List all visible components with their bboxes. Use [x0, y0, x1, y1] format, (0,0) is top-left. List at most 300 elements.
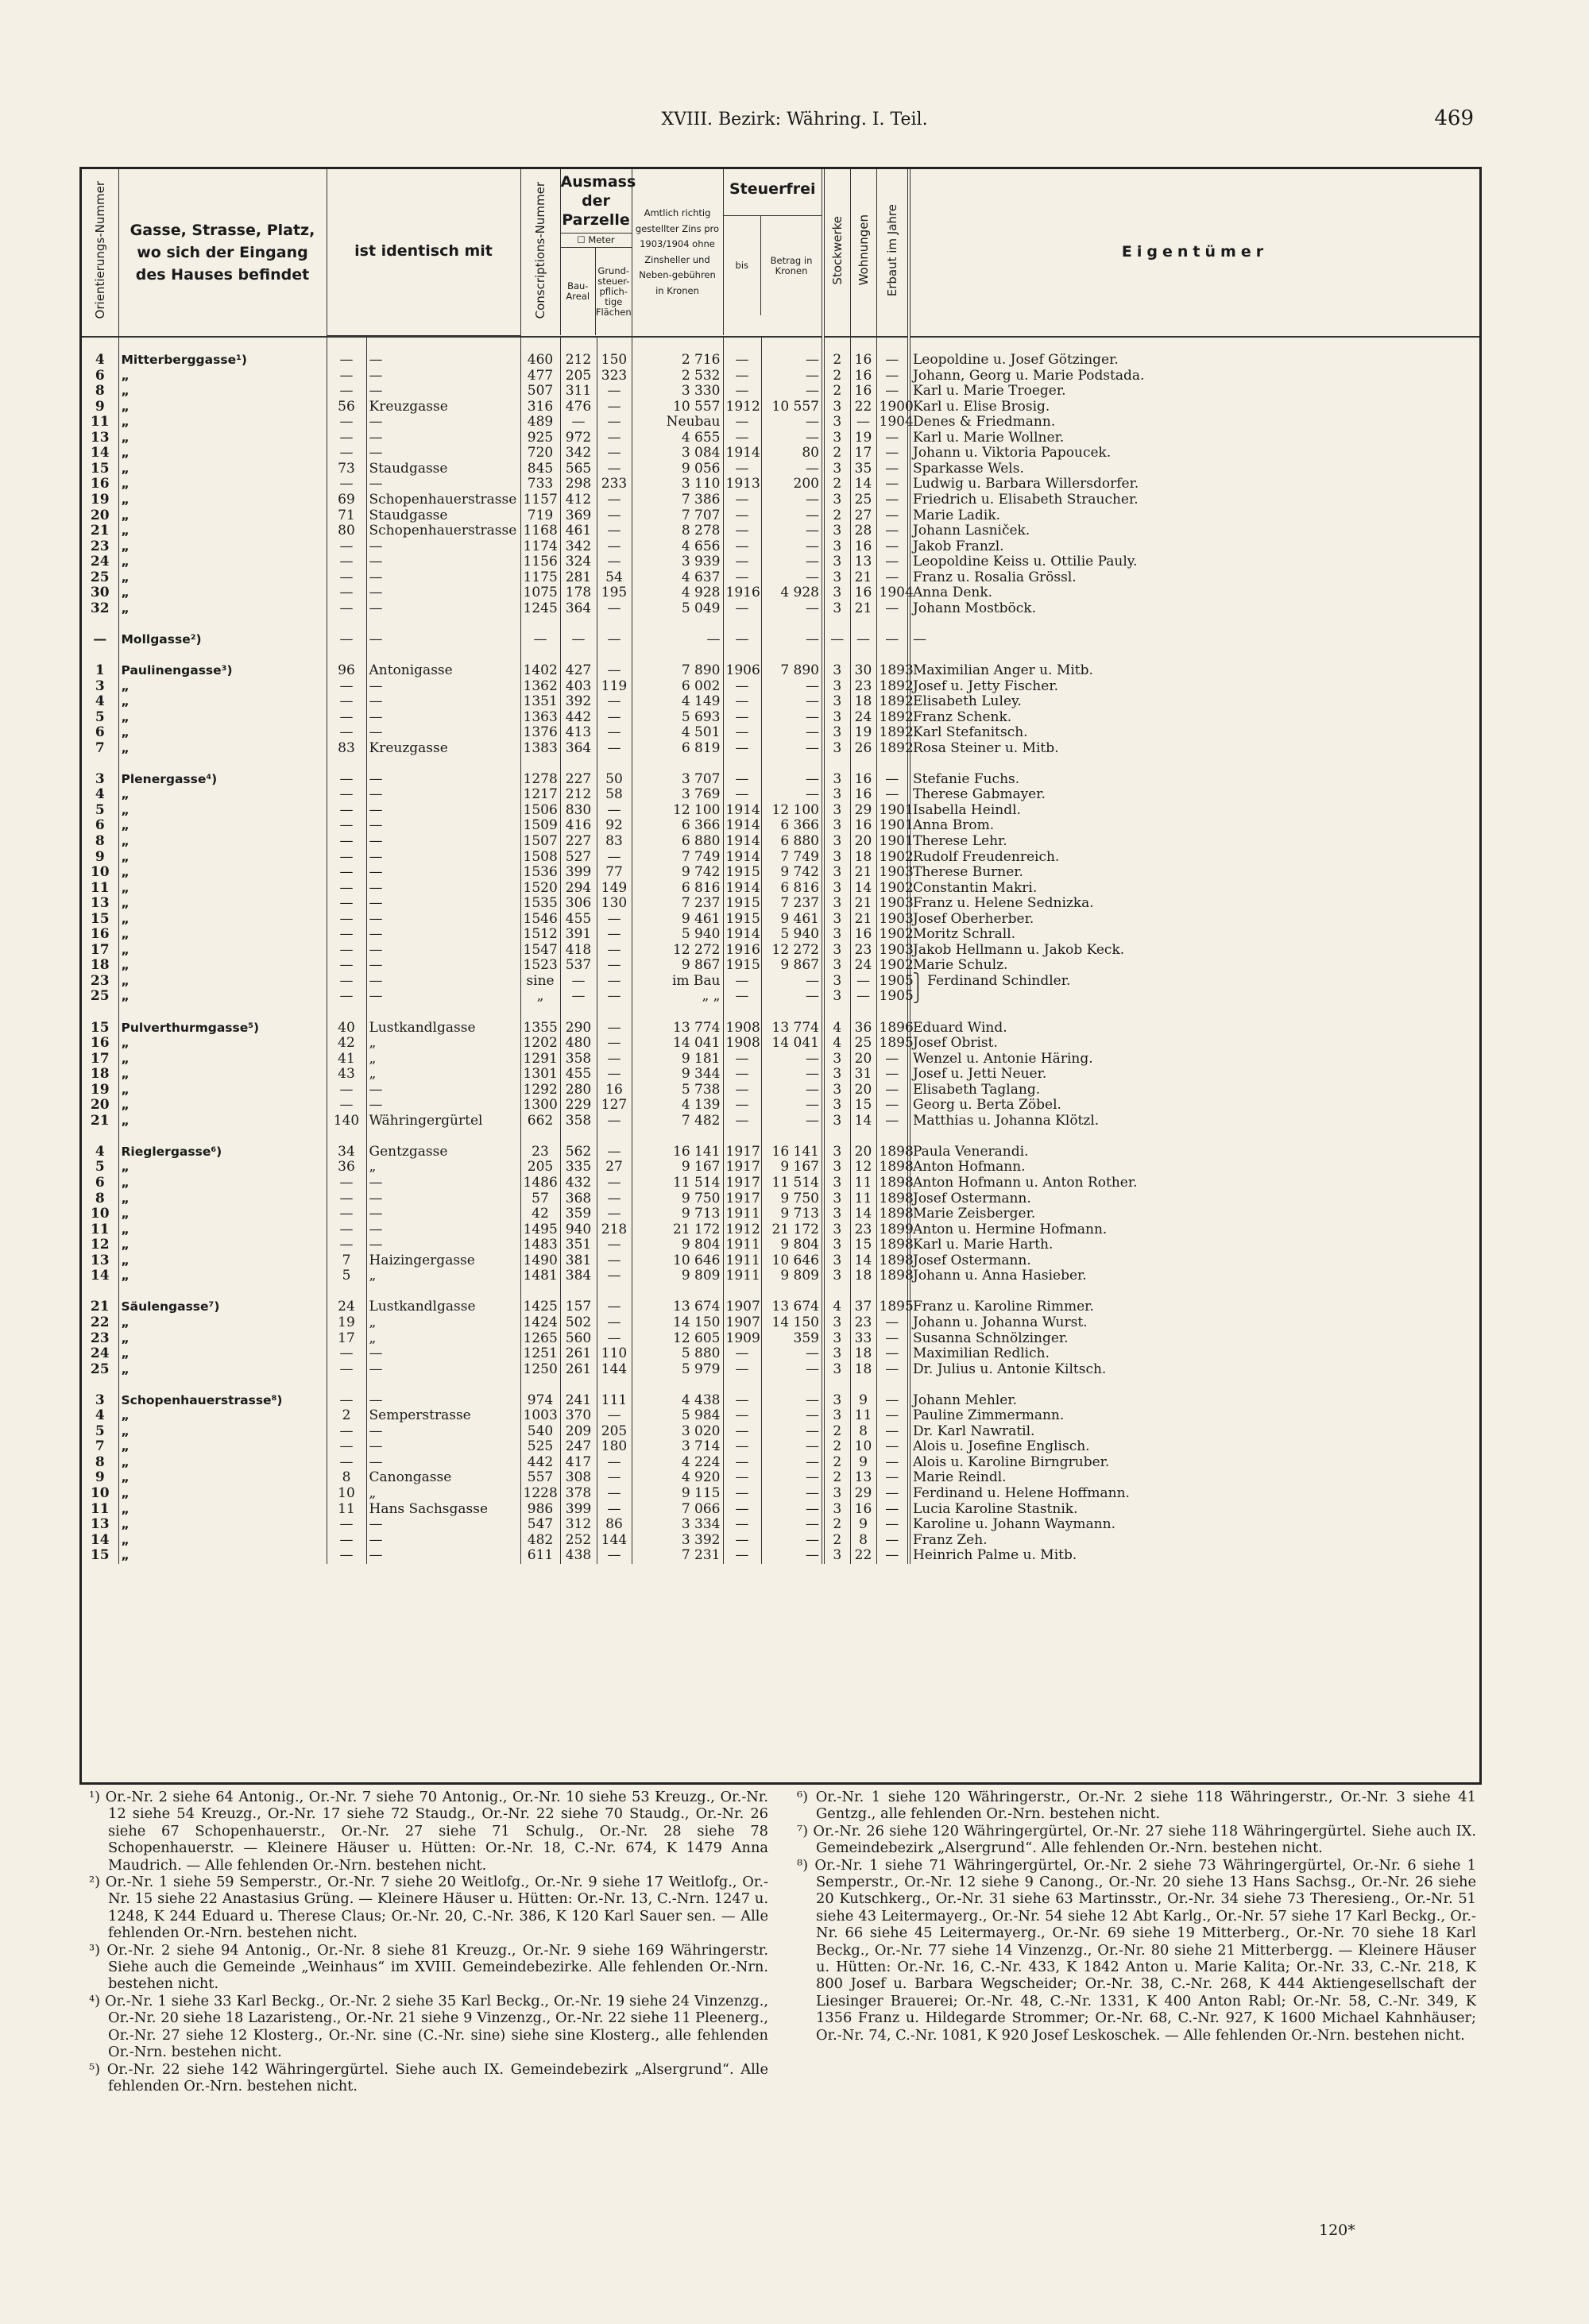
street-name: „: [118, 881, 327, 897]
owner-name: Friedrich u. Elisabeth Straucher.: [909, 492, 1479, 508]
orient-number: 21: [90, 1299, 110, 1315]
stockwerke: [823, 1284, 850, 1300]
table-row: [82, 958, 1479, 974]
bau-areal: 209: [560, 1424, 597, 1440]
stockwerke: 3: [823, 818, 850, 834]
ident-street: „: [366, 1486, 520, 1502]
table-row: [82, 1315, 1479, 1331]
grund-flaeche: [597, 1129, 632, 1145]
steuerfrei-bis: —: [723, 1052, 761, 1067]
steuerfrei-bis: —: [723, 1362, 761, 1378]
orient-number: 24: [90, 1345, 110, 1362]
steuerfrei-betrag: —: [761, 1470, 823, 1486]
steuerfrei-bis: [723, 647, 761, 663]
stockwerke: 3: [823, 492, 850, 508]
zins-value: 9 056: [632, 461, 723, 477]
erbaut-jahr: —: [876, 787, 909, 803]
ident-street: „: [366, 1331, 520, 1347]
wohnungen: 10: [850, 1439, 876, 1455]
grund-flaeche: —: [597, 927, 632, 943]
ident-street: —: [366, 850, 520, 866]
stockwerke: 2: [823, 1439, 850, 1455]
conscription-number: 1217: [520, 787, 560, 803]
col-consc-header: Conscriptions-Nummer: [520, 169, 560, 337]
orient-number: 3: [95, 678, 105, 694]
wohnungen: [850, 647, 876, 663]
erbaut-jahr: —: [876, 430, 909, 446]
wohnungen: 13: [850, 554, 876, 570]
zins-value: 10 557: [632, 400, 723, 415]
street-name: „: [118, 912, 327, 928]
ident-street: Staudgasse: [366, 508, 520, 524]
street-name: „: [118, 927, 327, 943]
steuerfrei-betrag: 12 100: [761, 803, 823, 819]
steuerfrei-bis: —: [723, 353, 761, 369]
stockwerke: [823, 1005, 850, 1021]
steuerfrei-bis: —: [723, 1083, 761, 1098]
bau-areal: 392: [560, 694, 597, 710]
conscription-number: „: [520, 989, 560, 1005]
ident-nr: —: [327, 943, 366, 959]
steuerfrei-betrag: —: [761, 1455, 823, 1471]
owner-name: Franz u. Karoline Rimmer.: [909, 1299, 1479, 1315]
zins-value: 5 979: [632, 1362, 723, 1378]
col-street-header: Gasse, Strasse, Platz, wo sich der Eingang des Hauses befindet: [118, 169, 327, 337]
bau-areal: 335: [560, 1160, 597, 1176]
conscription-number: 547: [520, 1517, 560, 1533]
orient-number: 15: [90, 1019, 110, 1036]
footnote: ⁸) Or.-Nr. 1 siehe 71 Währingergürtel, Or.-Nr. 2 siehe 73 Währingergürtel, Or.-Nr. 6 siehe 1 Semperstr., Or.-Nr. 12 siehe 9 Canong., Or.-Nr. 20 siehe 13 Hans Sachsg., Or.-Nr. 26 siehe 20 Kutschkerg., Or.-Nr. 31 siehe 63 Martinsstr., Or.-Nr. 34 siehe 73 Theresieng., Or.-Nr. 51 siehe 43 Leitermayerg., Or.-Nr. 54 siehe 12 Abt Karlg., Or.-Nr. 57 siehe 17 Karl Beckg., Or.-Nr. 66 siehe 45 Leitermayerg., Or.-Nr. 69 siehe 19 Mitterberg., Or.-Nr. 70 siehe 18 Karl Beckg., Or.-Nr. 77 siehe 14 Vinzenzg., Or.-Nr. 80 siehe 21 Mitterbergg. — Kleinere Häuser u. Hütten: Or.-Nr. 16, C.-Nr. 433, K 1842 Anton u. Marie Kalita; Or.-Nr. 33, C.-Nr. 218, K 800 Josef u. Barbara Wegscheider; Or.-Nr. 38, C.-Nr. 268, K 444 Aktiengesellschaft der Liesinger Brauerei; Or.-Nr. 48, C.-Nr. 1331, K 400 Anton Rabl; Or.-Nr. 58, C.-Nr. 349, K 1356 Franz u. Hildegarde Strommer; Or.-Nr. 68, C.-Nr. 927, K 1600 Michael Kahnhäuser; Or.-Nr. 74, C.-Nr. 1081, K 920 Josef Leskoschek. — Alle fehlenden Or.-Nrn. bestehen nicht.: [797, 1856, 1476, 2044]
ident-nr: [327, 1129, 366, 1145]
stockwerke: 2: [823, 1533, 850, 1549]
orient-number: 16: [90, 926, 110, 943]
stockwerke: 3: [823, 415, 850, 430]
steuerfrei-bis: —: [723, 1439, 761, 1455]
street-name: „: [118, 803, 327, 819]
orient-number: [82, 1284, 118, 1300]
zins-value: 13 674: [632, 1299, 723, 1315]
erbaut-jahr: 1903: [876, 865, 909, 881]
steuerfrei-betrag: —: [761, 1362, 823, 1378]
conscription-number: 1250: [520, 1362, 560, 1378]
steuerfrei-bis: 1914: [723, 818, 761, 834]
bau-areal: 370: [560, 1408, 597, 1424]
bau-areal: 157: [560, 1299, 597, 1315]
ident-nr: —: [327, 679, 366, 695]
orient-number: 8: [95, 833, 105, 849]
bau-areal: 399: [560, 1502, 597, 1518]
orient-number: 4: [95, 352, 105, 369]
table-row: [82, 1424, 1479, 1440]
wohnungen: —: [850, 415, 876, 430]
owner-name: Leopoldine u. Josef Götzinger.: [909, 353, 1479, 369]
grund-flaeche: —: [597, 725, 632, 741]
ident-street: —: [366, 570, 520, 586]
zins-value: 5 984: [632, 1408, 723, 1424]
meter-label: ☐ Meter: [561, 233, 632, 248]
orient-number: 21: [90, 1112, 110, 1129]
wohnungen: 16: [850, 1502, 876, 1518]
zins-value: 9 867: [632, 958, 723, 974]
grund-flaeche: 50: [597, 772, 632, 788]
ident-nr: 5: [327, 1268, 366, 1284]
table-row: [82, 1206, 1479, 1222]
table-row: [82, 1517, 1479, 1533]
conscription-number: 733: [520, 477, 560, 492]
street-name: „: [118, 492, 327, 508]
street-name: „: [118, 1206, 327, 1222]
ident-nr: —: [327, 1424, 366, 1440]
street-name: „: [118, 446, 327, 461]
ident-street: Antonigasse: [366, 663, 520, 679]
owner-name: Rosa Steiner u. Mitb.: [909, 741, 1479, 757]
table-row: [82, 1176, 1479, 1191]
zins-value: 6 880: [632, 834, 723, 850]
owner-name: ⎭: [909, 989, 1479, 1005]
bau-areal: 212: [560, 353, 597, 369]
wohnungen: 16: [850, 772, 876, 788]
owner-name: Maximilian Anger u. Mitb.: [909, 663, 1479, 679]
steuerfrei-betrag: 5 940: [761, 927, 823, 943]
stockwerke: 3: [823, 741, 850, 757]
zins-value: 9 742: [632, 865, 723, 881]
grund-flaeche: —: [597, 1114, 632, 1129]
steuerfrei-bis: 1914: [723, 446, 761, 461]
ident-street: —: [366, 896, 520, 912]
erbaut-jahr: —: [876, 353, 909, 369]
erbaut-jahr: [876, 616, 909, 632]
grund-flaeche: —: [597, 741, 632, 757]
table-row: [82, 679, 1479, 695]
ident-street: [366, 337, 520, 353]
orient-number: 8: [95, 1453, 105, 1470]
wohnungen: 35: [850, 461, 876, 477]
street-name: „: [118, 694, 327, 710]
bau-areal: 290: [560, 1021, 597, 1037]
street-name: „: [118, 1114, 327, 1129]
steuerfrei-betrag: —: [761, 492, 823, 508]
bau-areal: 830: [560, 803, 597, 819]
street-name: „: [118, 1052, 327, 1067]
zins-value: 3 020: [632, 1424, 723, 1440]
grund-flaeche: —: [597, 694, 632, 710]
owner-name: Johann Mehler.: [909, 1393, 1479, 1409]
conscription-number: 1245: [520, 601, 560, 617]
erbaut-jahr: 1895: [876, 1036, 909, 1052]
owner-name: Moritz Schrall.: [909, 927, 1479, 943]
wohnungen: 18: [850, 1362, 876, 1378]
steuerfrei-betrag: [761, 756, 823, 772]
erbaut-jahr: —: [876, 1067, 909, 1083]
steuerfrei-bis: 1906: [723, 663, 761, 679]
ident-nr: —: [327, 1362, 366, 1378]
zins-value: 9 713: [632, 1206, 723, 1222]
ident-street: —: [366, 1222, 520, 1238]
steuerfrei-bis: —: [723, 1424, 761, 1440]
erbaut-jahr: 1892: [876, 679, 909, 695]
bau-areal: [560, 1129, 597, 1145]
stockwerke: 3: [823, 803, 850, 819]
grund-header: Grund-steuer-pflich-tige Flächen: [595, 248, 632, 335]
betrag-header: Betrag in Kronen: [760, 216, 822, 315]
stockwerke: 3: [823, 1206, 850, 1222]
steuerfrei-betrag: —: [761, 461, 823, 477]
orient-number: [82, 756, 118, 772]
owner-name: [909, 1129, 1479, 1145]
conscription-number: 316: [520, 400, 560, 415]
steuerfrei-bis: —: [723, 1098, 761, 1114]
stockwerke: 3: [823, 461, 850, 477]
steuerfrei-bis: —: [723, 415, 761, 430]
conscription-number: —: [520, 632, 560, 648]
ident-nr: —: [327, 1206, 366, 1222]
conscription-number: 1481: [520, 1268, 560, 1284]
ident-street: —: [366, 912, 520, 928]
zins-value: 7 482: [632, 1114, 723, 1129]
owner-name: Lucia Karoline Stastnik.: [909, 1502, 1479, 1518]
stockwerke: 3: [823, 1393, 850, 1409]
zins-value: 7 066: [632, 1502, 723, 1518]
owner-name: Anton u. Hermine Hofmann.: [909, 1222, 1479, 1238]
orient-number: 11: [90, 414, 110, 430]
table-row: [82, 663, 1479, 679]
owner-name: Pauline Zimmermann.: [909, 1408, 1479, 1424]
conscription-number: 1175: [520, 570, 560, 586]
wohnungen: 15: [850, 1237, 876, 1253]
steuerfrei-bis: —: [723, 974, 761, 990]
col-erbaut-header: Erbaut im Jahre: [876, 169, 909, 337]
bau-areal: 427: [560, 663, 597, 679]
wohnungen: [850, 1005, 876, 1021]
ident-nr: —: [327, 585, 366, 601]
table-row: [82, 1191, 1479, 1207]
bau-areal: 311: [560, 384, 597, 400]
wohnungen: 11: [850, 1408, 876, 1424]
steuerfrei-bis: 1916: [723, 943, 761, 959]
street-name: „: [118, 415, 327, 430]
street-name: „: [118, 1408, 327, 1424]
conscription-number: 205: [520, 1160, 560, 1176]
ident-street: —: [366, 430, 520, 446]
ident-street: —: [366, 725, 520, 741]
zins-value: 9 115: [632, 1486, 723, 1502]
ident-nr: —: [327, 1222, 366, 1238]
bau-areal: 560: [560, 1331, 597, 1347]
zins-value: 9 461: [632, 912, 723, 928]
street-name: „: [118, 1346, 327, 1362]
table-row: [82, 1129, 1479, 1145]
wohnungen: —: [850, 974, 876, 990]
wohnungen: 23: [850, 679, 876, 695]
owner-name: Ferdinand u. Helene Hoffmann.: [909, 1486, 1479, 1502]
orient-number: 18: [90, 957, 110, 974]
steuerfrei-bis: —: [723, 710, 761, 726]
erbaut-jahr: —: [876, 1098, 909, 1114]
footnotes: [89, 1789, 1476, 2094]
zins-value: 9 344: [632, 1067, 723, 1083]
zins-value: 3 714: [632, 1439, 723, 1455]
steuerfrei-betrag: [761, 616, 823, 632]
conscription-number: 611: [520, 1548, 560, 1564]
table-row: [82, 632, 1479, 648]
erbaut-jahr: 1898: [876, 1268, 909, 1284]
ident-nr: [327, 1005, 366, 1021]
street-name: „: [118, 477, 327, 492]
steuerfrei-betrag: 14 041: [761, 1036, 823, 1052]
conscription-number: 42: [520, 1206, 560, 1222]
orient-number: 1: [95, 662, 105, 678]
wohnungen: 18: [850, 850, 876, 866]
steuerfrei-betrag: —: [761, 741, 823, 757]
grund-flaeche: —: [597, 1455, 632, 1471]
erbaut-jahr: —: [876, 446, 909, 461]
street-name: „: [118, 710, 327, 726]
steuerfrei-bis: 1909: [723, 1331, 761, 1347]
grund-flaeche: 127: [597, 1098, 632, 1114]
ident-nr: 140: [327, 1114, 366, 1129]
stockwerke: 3: [823, 663, 850, 679]
wohnungen: 14: [850, 477, 876, 492]
erbaut-jahr: —: [876, 1517, 909, 1533]
erbaut-jahr: [876, 1284, 909, 1300]
ident-street: —: [366, 415, 520, 430]
conscription-number: 1291: [520, 1052, 560, 1067]
bau-areal: 342: [560, 446, 597, 461]
erbaut-jahr: 1892: [876, 710, 909, 726]
bau-areal: 306: [560, 896, 597, 912]
bau-areal: 312: [560, 1517, 597, 1533]
steuerfrei-bis: 1917: [723, 1145, 761, 1160]
table-row: [82, 1455, 1479, 1471]
erbaut-jahr: 1900: [876, 400, 909, 415]
stockwerke: [823, 1377, 850, 1393]
erbaut-jahr: —: [876, 539, 909, 555]
bau-areal: 368: [560, 1191, 597, 1207]
street-name: „: [118, 508, 327, 524]
bau-areal: 399: [560, 865, 597, 881]
erbaut-jahr: —: [876, 461, 909, 477]
conscription-number: 1351: [520, 694, 560, 710]
steuerfrei-bis: —: [723, 1346, 761, 1362]
orient-number: 17: [90, 941, 110, 958]
erbaut-jahr: —: [876, 554, 909, 570]
street-name: „: [118, 850, 327, 866]
col-zins-header: Amtlich richtig gestellter Zins pro 1903/1904 ohne Zinsheller und Neben-gebühren in Kronen: [632, 169, 723, 337]
owner-name: Josef Oberherber.: [909, 912, 1479, 928]
street-name: „: [118, 570, 327, 586]
wohnungen: 21: [850, 570, 876, 586]
ident-street: [366, 1129, 520, 1145]
ident-nr: 24: [327, 1299, 366, 1315]
conscription-number: 442: [520, 1455, 560, 1471]
erbaut-jahr: 1902: [876, 958, 909, 974]
street-name: [118, 1284, 327, 1300]
erbaut-jahr: —: [876, 384, 909, 400]
bau-areal: 261: [560, 1346, 597, 1362]
grund-flaeche: 180: [597, 1439, 632, 1455]
owner-name: Wenzel u. Antonie Häring.: [909, 1052, 1479, 1067]
table-row: [82, 1470, 1479, 1486]
grund-flaeche: [597, 1377, 632, 1393]
ident-nr: 56: [327, 400, 366, 415]
ident-street: —: [366, 1517, 520, 1533]
street-name: [118, 647, 327, 663]
ident-street: [366, 647, 520, 663]
orient-number: 11: [90, 879, 110, 896]
orient-number: [82, 1005, 118, 1021]
ident-nr: [327, 1284, 366, 1300]
stockwerke: 3: [823, 570, 850, 586]
steuerfrei-betrag: 6 880: [761, 834, 823, 850]
orient-number: 23: [90, 972, 110, 989]
stockwerke: 3: [823, 1191, 850, 1207]
grund-flaeche: [597, 1005, 632, 1021]
wohnungen: 21: [850, 865, 876, 881]
bau-areal: 502: [560, 1315, 597, 1331]
steuerfrei-bis: 1907: [723, 1315, 761, 1331]
bau-areal: 205: [560, 369, 597, 384]
street-name: Mollgasse²): [118, 632, 327, 648]
zins-value: 4 920: [632, 1470, 723, 1486]
bau-areal: 247: [560, 1439, 597, 1455]
grund-flaeche: —: [597, 1470, 632, 1486]
steuerfrei-betrag: —: [761, 772, 823, 788]
table-row: [82, 787, 1479, 803]
conscription-number: [520, 756, 560, 772]
steuerfrei-bis: 1911: [723, 1253, 761, 1269]
owner-name: —: [909, 632, 1479, 648]
conscription-number: [520, 647, 560, 663]
orient-number: 5: [95, 1159, 105, 1176]
orient-number: 13: [90, 895, 110, 912]
ident-street: —: [366, 989, 520, 1005]
zins-value: 7 386: [632, 492, 723, 508]
ident-street: —: [366, 679, 520, 695]
stockwerke: 3: [823, 974, 850, 990]
grund-flaeche: —: [597, 1253, 632, 1269]
table-row: [82, 384, 1479, 400]
erbaut-jahr: 1905: [876, 974, 909, 990]
orient-number: 13: [90, 1252, 110, 1268]
bau-areal: 261: [560, 1362, 597, 1378]
orient-number: 7: [95, 1438, 105, 1455]
zins-value: 7 707: [632, 508, 723, 524]
steuerfrei-betrag: 16 141: [761, 1145, 823, 1160]
grund-flaeche: —: [597, 803, 632, 819]
steuerfrei-bis: —: [723, 539, 761, 555]
steuerfrei-betrag: —: [761, 787, 823, 803]
grund-flaeche: —: [597, 943, 632, 959]
grund-flaeche: 149: [597, 881, 632, 897]
ident-nr: —: [327, 1517, 366, 1533]
zins-value: [632, 1005, 723, 1021]
steuerfrei-betrag: —: [761, 1439, 823, 1455]
steuerfrei-betrag: [761, 1005, 823, 1021]
grund-flaeche: —: [597, 1237, 632, 1253]
owner-name: Therese Burner.: [909, 865, 1479, 881]
orient-number: 10: [90, 864, 110, 881]
table-row: [82, 1486, 1479, 1502]
table-row: [82, 756, 1479, 772]
street-name: Plenergasse⁴): [118, 772, 327, 788]
street-name: „: [118, 1268, 327, 1284]
erbaut-jahr: —: [876, 1470, 909, 1486]
steuerfrei-bis: [723, 616, 761, 632]
ident-street: —: [366, 384, 520, 400]
table-row: [82, 1036, 1479, 1052]
ident-nr: 42: [327, 1036, 366, 1052]
orient-number: 3: [95, 770, 105, 787]
